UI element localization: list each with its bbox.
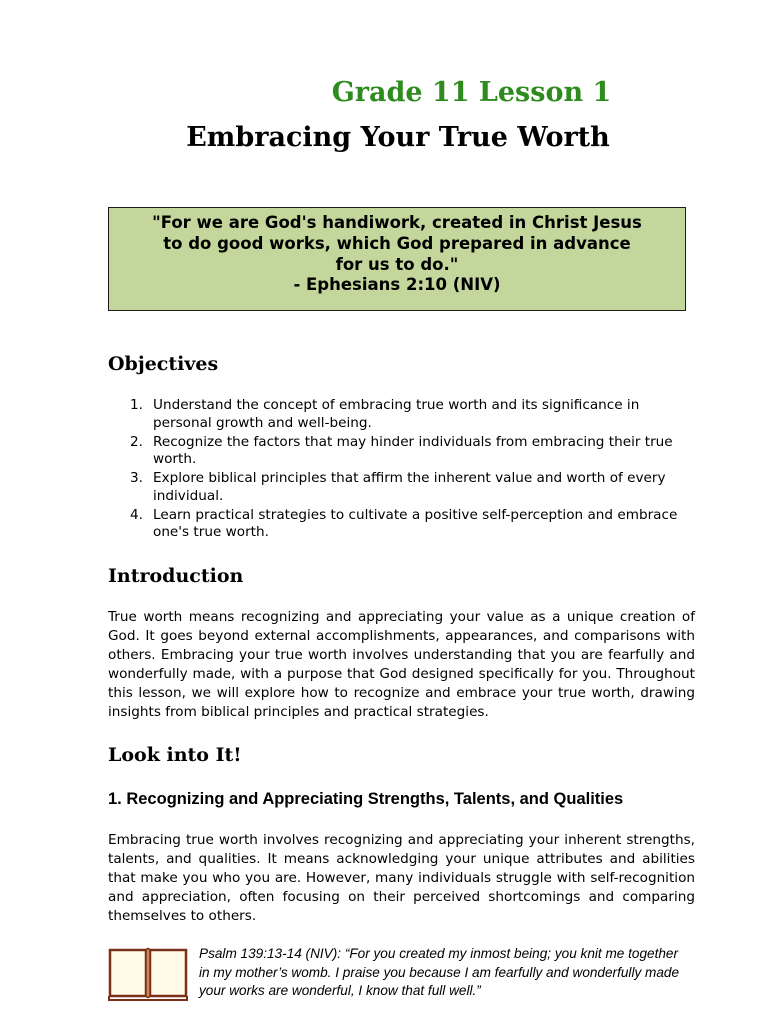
objectives-heading: Objectives [108,353,219,375]
list-item-text: Understand the concept of embracing true worth and its significance in personal growth and well-being. [153,397,640,431]
list-item-text: Recognize the factors that may hinder individuals from embracing their true worth. [153,433,673,467]
psalm-quote [199,945,699,1001]
list-item [108,470,698,505]
look-into-it-heading: Look into It! [108,744,242,766]
verse-line: for us to do." [335,254,459,274]
strengths-paragraph: Embracing true worth involves recognizing and appreciating your inherent strengths, talents, and qualities. It means acknowledging your unique attributes and abilities that make you who you are. However, many individuals struggle with self-recognition and appreciation, often focusing on their perceived shortcomings and comparing themselves to others. [108,832,695,924]
verse-line: to do good works, which God prepared in advance [163,233,631,253]
verse-reference: - Ephesians 2:10 (NIV) [293,275,501,295]
list-item-number: 2. [130,433,143,450]
psalm-line: in my mother’s womb. I praise you because I am fearfully and wonderfully made [199,964,680,980]
introduction-heading: Introduction [108,565,244,587]
lesson-grade-heading: Grade 11 Lesson 1 [331,77,612,108]
psalm-line: Psalm 139:13-14 (NIV): “For you created my inmost being; you knit me together [199,946,679,961]
section-subheading: 1. Recognizing and Appreciating Strengths, Talents, and Qualities [108,790,624,808]
list-item [108,434,698,469]
lesson-title: Embracing Your True Worth [186,122,610,153]
introduction-paragraph: True worth means recognizing and appreciating your value as a unique creation of God. It goes beyond external accomplishments, appearances, and comparisons with others. Embracing your true worth involves understanding that you are fearfully and wonderfully made, with a purpose that God designed specifically for you. Throughout this lesson, we will explore how to recognize and embrace your true worth, drawing insights from biblical principles and practical strategies. [108,609,695,720]
objectives-list [108,397,698,543]
scripture-callout-box [108,207,686,311]
list-item-number: 3. [130,470,143,486]
list-item [108,507,698,542]
open-book-icon [108,944,188,1002]
list-item-text: Explore biblical principles that affirm the inherent value and worth of every individual. [153,470,666,504]
list-item-number: 1. [130,397,143,413]
psalm-line: your works are wonderful, I know that full well.” [199,983,481,998]
list-item-number: 4. [130,506,143,523]
list-item [108,397,698,432]
verse-line: "For we are God's handiwork, created in Christ Jesus [152,213,642,232]
list-item-text: Learn practical strategies to cultivate a positive self-perception and embrace one's true worth. [153,506,678,540]
